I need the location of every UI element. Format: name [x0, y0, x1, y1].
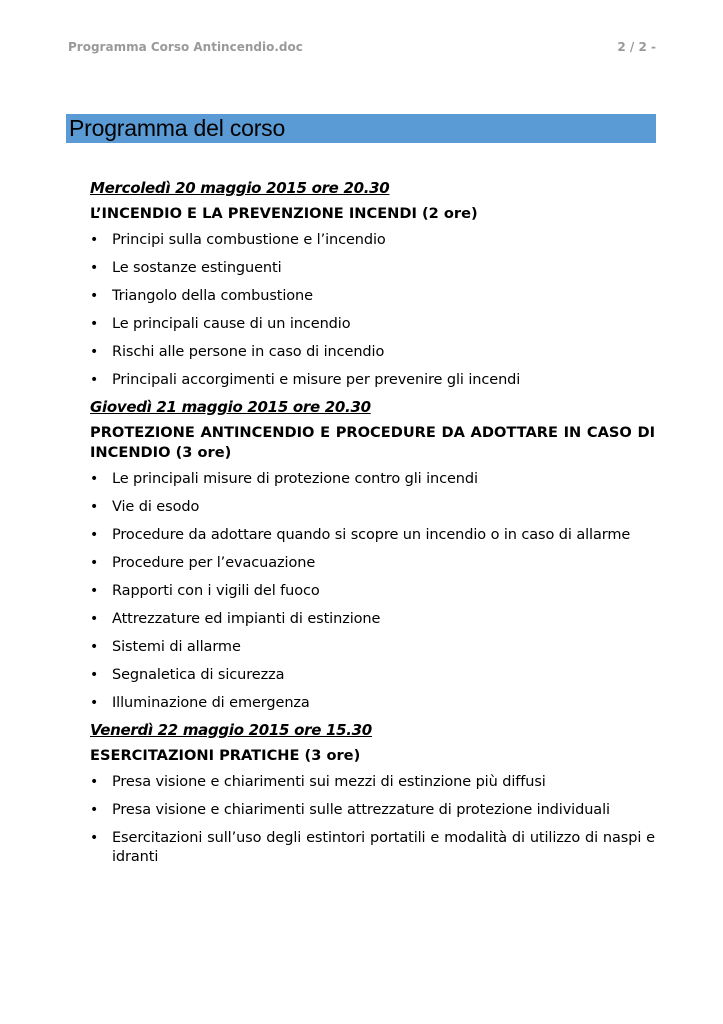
session-heading: PROTEZIONE ANTINCENDIO E PROCEDURE DA ADOTTARE IN CASO DI INCENDIO (3 ore)	[90, 424, 655, 461]
list-item-text: Segnaletica di sicurezza	[112, 667, 285, 683]
list-item-text: Attrezzature ed impianti di estinzione	[112, 611, 381, 627]
bullet-icon: •	[90, 288, 99, 304]
list-item-text: Procedure per l’evacuazione	[112, 555, 316, 571]
list-item	[90, 582, 655, 601]
list-item-text: Rapporti con i vigili del fuoco	[112, 583, 320, 599]
list-item-text: Illuminazione di emergenza	[112, 695, 310, 711]
bullet-icon: •	[90, 583, 99, 599]
list-item-text: Triangolo della combustione	[112, 288, 313, 304]
list-item	[90, 259, 655, 278]
session-date: Venerdì 22 maggio 2015 ore 15.30	[90, 721, 372, 739]
list-item	[90, 470, 655, 489]
list-item-text: Vie di esodo	[112, 499, 200, 515]
bullet-icon: •	[90, 260, 99, 276]
list-item	[90, 773, 655, 792]
list-item	[90, 498, 655, 517]
page-title: Programma del corso	[69, 115, 286, 141]
list-item-text: Sistemi di allarme	[112, 639, 241, 655]
list-item-text: Procedure da adottare quando si scopre un incendio o in caso di allarme	[112, 527, 631, 543]
list-item-text: Principi sulla combustione e l’incendio	[112, 232, 386, 248]
list-item	[90, 315, 655, 334]
session-heading: L’INCENDIO E LA PREVENZIONE INCENDI (2 ore)	[90, 205, 478, 222]
list-item-text: Principali accorgimenti e misure per prevenire gli incendi	[112, 372, 521, 388]
list-item-text: Le principali cause di un incendio	[112, 316, 351, 332]
title-bar	[66, 114, 656, 143]
list-item	[90, 526, 655, 545]
page-header	[68, 40, 656, 60]
session-item-list	[90, 470, 655, 713]
list-item	[90, 829, 655, 867]
bullet-icon: •	[90, 471, 99, 487]
list-item-text: Rischi alle persone in caso di incendio	[112, 344, 385, 360]
list-item	[90, 694, 655, 713]
bullet-icon: •	[90, 232, 99, 248]
session-3	[90, 720, 655, 867]
document-filename: Programma Corso Antincendio.doc	[68, 40, 303, 54]
bullet-icon: •	[90, 830, 99, 846]
bullet-icon: •	[90, 316, 99, 332]
session-item-list	[90, 773, 655, 867]
session-item-list	[90, 231, 655, 390]
bullet-icon: •	[90, 499, 99, 515]
bullet-icon: •	[90, 372, 99, 388]
list-item	[90, 666, 655, 685]
session-date: Mercoledì 20 maggio 2015 ore 20.30	[90, 179, 390, 197]
session-heading: ESERCITAZIONI PRATICHE (3 ore)	[90, 747, 361, 764]
list-item	[90, 371, 655, 390]
bullet-icon: •	[90, 527, 99, 543]
session-1	[90, 178, 655, 390]
session-2	[90, 397, 655, 713]
list-item-text: Esercitazioni sull’uso degli estintori portatili e modalità di utilizzo di naspi e idranti	[112, 830, 655, 865]
list-item	[90, 638, 655, 657]
course-program	[90, 178, 655, 874]
bullet-icon: •	[90, 774, 99, 790]
list-item	[90, 610, 655, 629]
bullet-icon: •	[90, 555, 99, 571]
bullet-icon: •	[90, 639, 99, 655]
bullet-icon: •	[90, 344, 99, 360]
list-item-text: Presa visione e chiarimenti sulle attrezzature di protezione individuali	[112, 802, 610, 818]
list-item	[90, 554, 655, 573]
list-item	[90, 801, 655, 820]
bullet-icon: •	[90, 611, 99, 627]
bullet-icon: •	[90, 802, 99, 818]
list-item	[90, 231, 655, 250]
bullet-icon: •	[90, 667, 99, 683]
list-item	[90, 343, 655, 362]
page-number: 2 / 2 -	[617, 40, 656, 54]
list-item-text: Le principali misure di protezione contro gli incendi	[112, 471, 478, 487]
session-date: Giovedì 21 maggio 2015 ore 20.30	[90, 398, 371, 416]
list-item-text: Presa visione e chiarimenti sui mezzi di estinzione più diffusi	[112, 774, 546, 790]
list-item	[90, 287, 655, 306]
bullet-icon: •	[90, 695, 99, 711]
list-item-text: Le sostanze estinguenti	[112, 260, 282, 276]
